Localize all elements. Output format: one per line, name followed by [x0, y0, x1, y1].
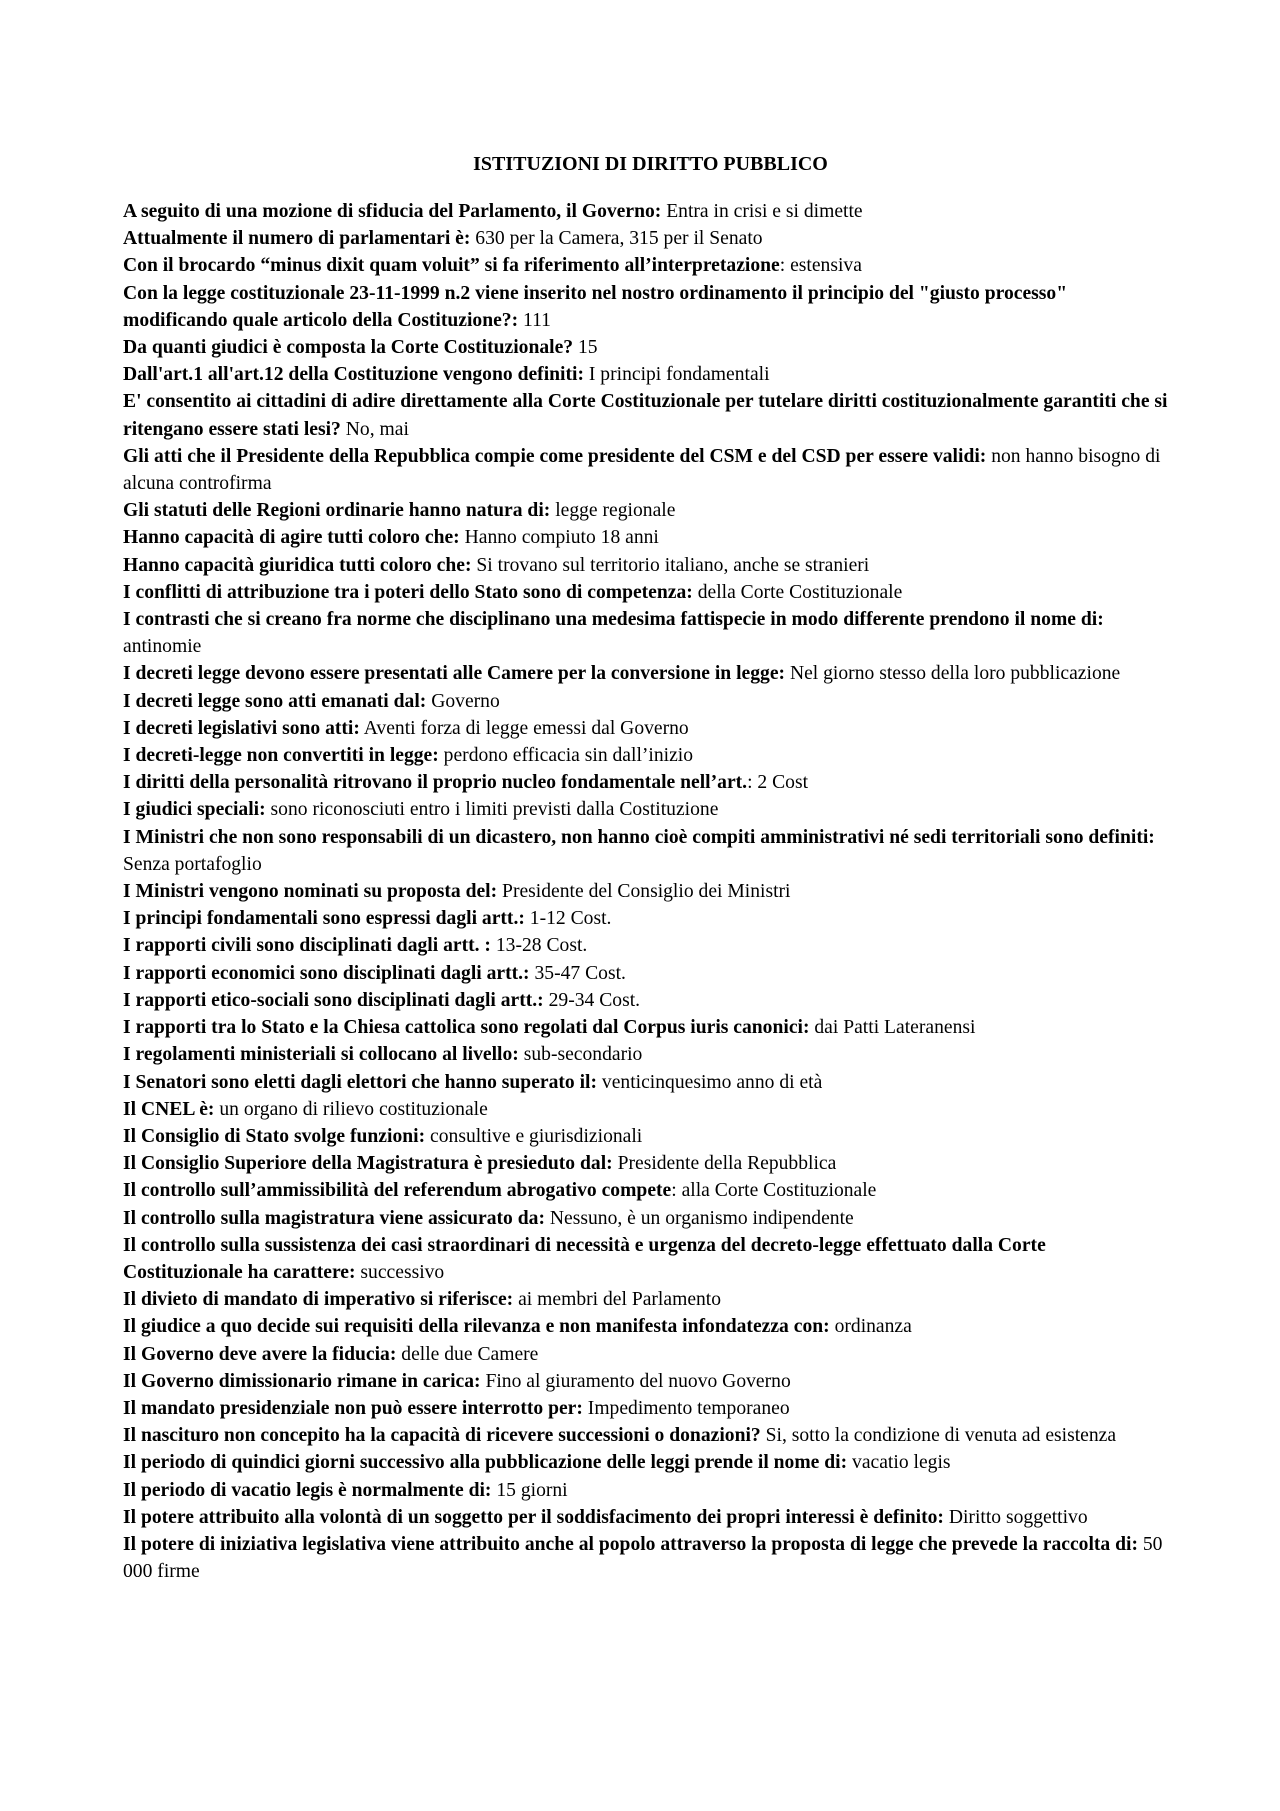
answer-text: : 2 Cost	[747, 772, 809, 794]
answer-text: No, mai	[340, 418, 409, 440]
question-text: Gli statuti delle Regioni ordinarie hanno natura di:	[123, 500, 551, 522]
answer-text: Impedimento temporaneo	[582, 1397, 790, 1419]
question-text: I rapporti etico-sociali sono disciplinati dagli artt.:	[123, 989, 544, 1011]
list-item	[123, 1313, 1168, 1340]
answer-text: Diritto soggettivo	[943, 1506, 1088, 1528]
answer-text: Si, sotto la condizione di venuta ad esistenza	[760, 1425, 1117, 1447]
question-text: Attualmente il numero di parlamentari è:	[123, 228, 471, 250]
question-text: A seguito di una mozione di sfiducia del Parlamento, il Governo:	[123, 201, 662, 222]
question-text: Il periodo di vacatio legis è normalmente di:	[123, 1479, 492, 1501]
question-text: Il Consiglio Superiore della Magistratura è presieduto dal:	[123, 1153, 613, 1175]
question-text: Il nascituro non concepito ha la capacità di ricevere successioni o donazioni?	[123, 1425, 761, 1447]
list-item	[123, 824, 1168, 878]
list-item	[123, 960, 1168, 987]
list-item	[123, 579, 1168, 606]
answer-text: Entra in crisi e si dimette	[661, 201, 863, 222]
question-text: I Senatori sono eletti dagli elettori che hanno superato il:	[123, 1071, 598, 1093]
question-text: Il mandato presidenziale non può essere interrotto per:	[123, 1397, 583, 1419]
answer-text: vacatio legis	[847, 1452, 951, 1474]
answer-text: I principi fondamentali	[583, 364, 770, 386]
question-text: I conflitti di attribuzione tra i poteri dello Stato sono di competenza:	[123, 581, 693, 603]
list-item	[123, 1069, 1168, 1096]
list-item	[123, 552, 1168, 579]
list-item	[123, 1422, 1168, 1449]
question-text: I decreti legislativi sono atti:	[123, 717, 360, 739]
question-text: I diritti della personalità ritrovano il proprio nucleo fondamentale nell’art.	[123, 772, 748, 794]
list-item	[123, 1449, 1168, 1476]
answer-text: successivo	[355, 1261, 445, 1283]
question-text: I contrasti che si creano fra norme che disciplinano una medesima fattispecie in modo differente prendono il nome di:	[123, 609, 1104, 631]
question-text: Il potere attribuito alla volontà di un soggetto per il soddisfacimento dei propri interessi è definito:	[123, 1506, 944, 1528]
answer-text: 35-47 Cost.	[529, 962, 626, 984]
list-item	[123, 688, 1168, 715]
document-page	[123, 150, 1168, 1585]
answer-text: sono riconosciuti entro i limiti previsti dalla Costituzione	[265, 799, 719, 821]
answer-text: : estensiva	[779, 255, 862, 277]
question-text: Il potere di iniziativa legislativa viene attribuito anche al popolo attraverso la proposta di legge che prevede la raccolta di:	[123, 1533, 1138, 1555]
question-text: Con la legge costituzionale 23-11-1999 n.2 viene inserito nel nostro ordinamento il principio del "giusto processo" modificando quale articolo della Costituzione?:	[123, 282, 1068, 331]
answer-text: Governo	[426, 690, 500, 712]
answer-text: 13-28 Cost.	[490, 935, 588, 957]
list-item	[123, 1150, 1168, 1177]
list-item	[123, 1014, 1168, 1041]
question-text: Hanno capacità di agire tutti coloro che:	[123, 527, 460, 549]
list-item	[123, 1531, 1168, 1585]
question-text: Il controllo sulla sussistenza dei casi straordinari di necessità e urgenza del decreto-legge effettuato dalla Corte Costituzionale ha carattere:	[123, 1234, 1046, 1283]
list-item	[123, 606, 1168, 660]
list-item	[123, 1123, 1168, 1150]
question-text: Da quanti giudici è composta la Corte Costituzionale?	[123, 337, 574, 359]
question-text: I rapporti tra lo Stato e la Chiesa cattolica sono regolati dal Corpus iuris canonici:	[123, 1017, 810, 1039]
list-item	[123, 1205, 1168, 1232]
question-text: Con il brocardo “minus dixit quam voluit” si fa riferimento all’interpretazione	[123, 255, 780, 277]
list-item	[123, 443, 1168, 497]
list-item	[123, 1286, 1168, 1313]
list-item	[123, 742, 1168, 769]
answer-text: dai Patti Lateranensi	[809, 1017, 976, 1039]
question-text: I decreti legge sono atti emanati dal:	[123, 690, 427, 712]
question-text: Il CNEL è:	[123, 1098, 215, 1120]
question-text: Il divieto di mandato di imperativo si riferisce:	[123, 1289, 514, 1311]
answer-text: 1-12 Cost.	[524, 908, 612, 930]
question-text: Il giudice a quo decide sui requisiti della rilevanza e non manifesta infondatezza con:	[123, 1316, 830, 1338]
answer-text: Presidente del Consiglio dei Ministri	[497, 881, 791, 903]
answer-text: legge regionale	[550, 500, 676, 522]
question-text: Il controllo sulla magistratura viene assicurato da:	[123, 1207, 545, 1229]
question-text: I decreti-legge non convertiti in legge:	[123, 745, 439, 767]
answer-text: perdono efficacia sin dall’inizio	[438, 745, 694, 767]
answer-text: Si trovano sul territorio italiano, anche se stranieri	[471, 554, 870, 576]
answer-text: delle due Camere	[396, 1343, 539, 1365]
list-item	[123, 334, 1168, 361]
question-text: I Ministri vengono nominati su proposta del:	[123, 881, 498, 903]
list-item	[123, 1041, 1168, 1068]
answer-text: ai membri del Parlamento	[513, 1289, 722, 1311]
list-item	[123, 878, 1168, 905]
list-item	[123, 1177, 1168, 1204]
question-text: I giudici speciali:	[123, 799, 266, 821]
question-text: I regolamenti ministeriali si collocano al livello:	[123, 1044, 519, 1066]
answer-text: 29-34 Cost.	[543, 989, 641, 1011]
answer-text: antinomie	[123, 636, 202, 658]
list-item	[123, 252, 1168, 279]
answer-text: Fino al giuramento del nuovo Governo	[480, 1370, 791, 1392]
list-item	[123, 1341, 1168, 1368]
document-title: ISTITUZIONI DI DIRITTO PUBBLICO	[473, 153, 828, 175]
question-text: Dall'art.1 all'art.12 della Costituzione vengono definiti:	[123, 364, 584, 386]
answer-text: Senza portafoglio	[123, 853, 262, 875]
answer-text: ordinanza	[829, 1316, 912, 1338]
answer-text: Presidente della Repubblica	[612, 1153, 837, 1175]
list-item	[123, 1504, 1168, 1531]
question-text: Il controllo sull’ammissibilità del referendum abrogativo compete	[123, 1180, 672, 1202]
question-text: Il Consiglio di Stato svolge funzioni:	[123, 1125, 426, 1147]
question-text: Gli atti che il Presidente della Repubblica compie come presidente del CSM e del CSD per essere validi:	[123, 445, 987, 467]
answer-text: 15 giorni	[491, 1479, 568, 1501]
question-text: Il Governo deve avere la fiducia:	[123, 1343, 397, 1365]
answer-text: Nel giorno stesso della loro pubblicazione	[785, 663, 1121, 685]
list-item	[123, 1395, 1168, 1422]
list-item	[123, 388, 1168, 442]
list-item	[123, 987, 1168, 1014]
list-item	[123, 280, 1168, 334]
question-text: Hanno capacità giuridica tutti coloro che:	[123, 554, 472, 576]
question-text: I principi fondamentali sono espressi dagli artt.:	[123, 908, 525, 930]
question-text: I rapporti economici sono disciplinati dagli artt.:	[123, 962, 530, 984]
list-item	[123, 1368, 1168, 1395]
answer-text: 630 per la Camera, 315 per il Senato	[470, 228, 763, 250]
question-text: I decreti legge devono essere presentati alle Camere per la conversione in legge:	[123, 663, 786, 685]
answer-text: Hanno compiuto 18 anni	[459, 527, 659, 549]
list-item	[123, 497, 1168, 524]
list-item	[123, 932, 1168, 959]
list-item	[123, 1232, 1168, 1286]
answer-text: 50 000 firme	[123, 1533, 1163, 1583]
list-item	[123, 225, 1168, 252]
question-text: Il Governo dimissionario rimane in carica:	[123, 1370, 481, 1392]
answer-text: un organo di rilievo costituzionale	[214, 1098, 488, 1120]
list-item	[123, 524, 1168, 551]
question-text: Il periodo di quindici giorni successivo alla pubblicazione delle leggi prende il nome di:	[123, 1452, 848, 1474]
answer-text: : alla Corte Costituzionale	[671, 1180, 877, 1202]
answer-text: Aventi forza di legge emessi dal Governo	[359, 717, 689, 739]
answer-text: Nessuno, è un organismo indipendente	[544, 1207, 854, 1229]
answer-text: della Corte Costituzionale	[692, 581, 903, 603]
list-item	[123, 1096, 1168, 1123]
list-item	[123, 905, 1168, 932]
answer-text: non hanno bisogno di alcuna controfirma	[123, 445, 1161, 495]
list-item	[123, 1477, 1168, 1504]
list-item	[123, 198, 1168, 225]
answer-text: sub-secondario	[518, 1044, 643, 1066]
answer-text: consultive e giurisdizionali	[425, 1125, 643, 1147]
question-text: E' consentito ai cittadini di adire direttamente alla Corte Costituzionale per tutelare diritti costituzionalmente garantiti che si ritengano essere stati lesi?	[123, 391, 1168, 440]
answer-text: 111	[518, 309, 551, 331]
list-item	[123, 796, 1168, 823]
question-text: I rapporti civili sono disciplinati dagli artt. :	[123, 935, 491, 957]
answer-text: venticinquesimo anno di età	[597, 1071, 823, 1093]
list-item	[123, 361, 1168, 388]
list-item	[123, 715, 1168, 742]
list-item	[123, 769, 1168, 796]
list-item	[123, 660, 1168, 687]
qa-list	[123, 198, 1168, 1585]
question-text: I Ministri che non sono responsabili di un dicastero, non hanno cioè compiti amministrativi né sedi territoriali sono definiti:	[123, 826, 1155, 848]
answer-text: 15	[573, 337, 598, 359]
